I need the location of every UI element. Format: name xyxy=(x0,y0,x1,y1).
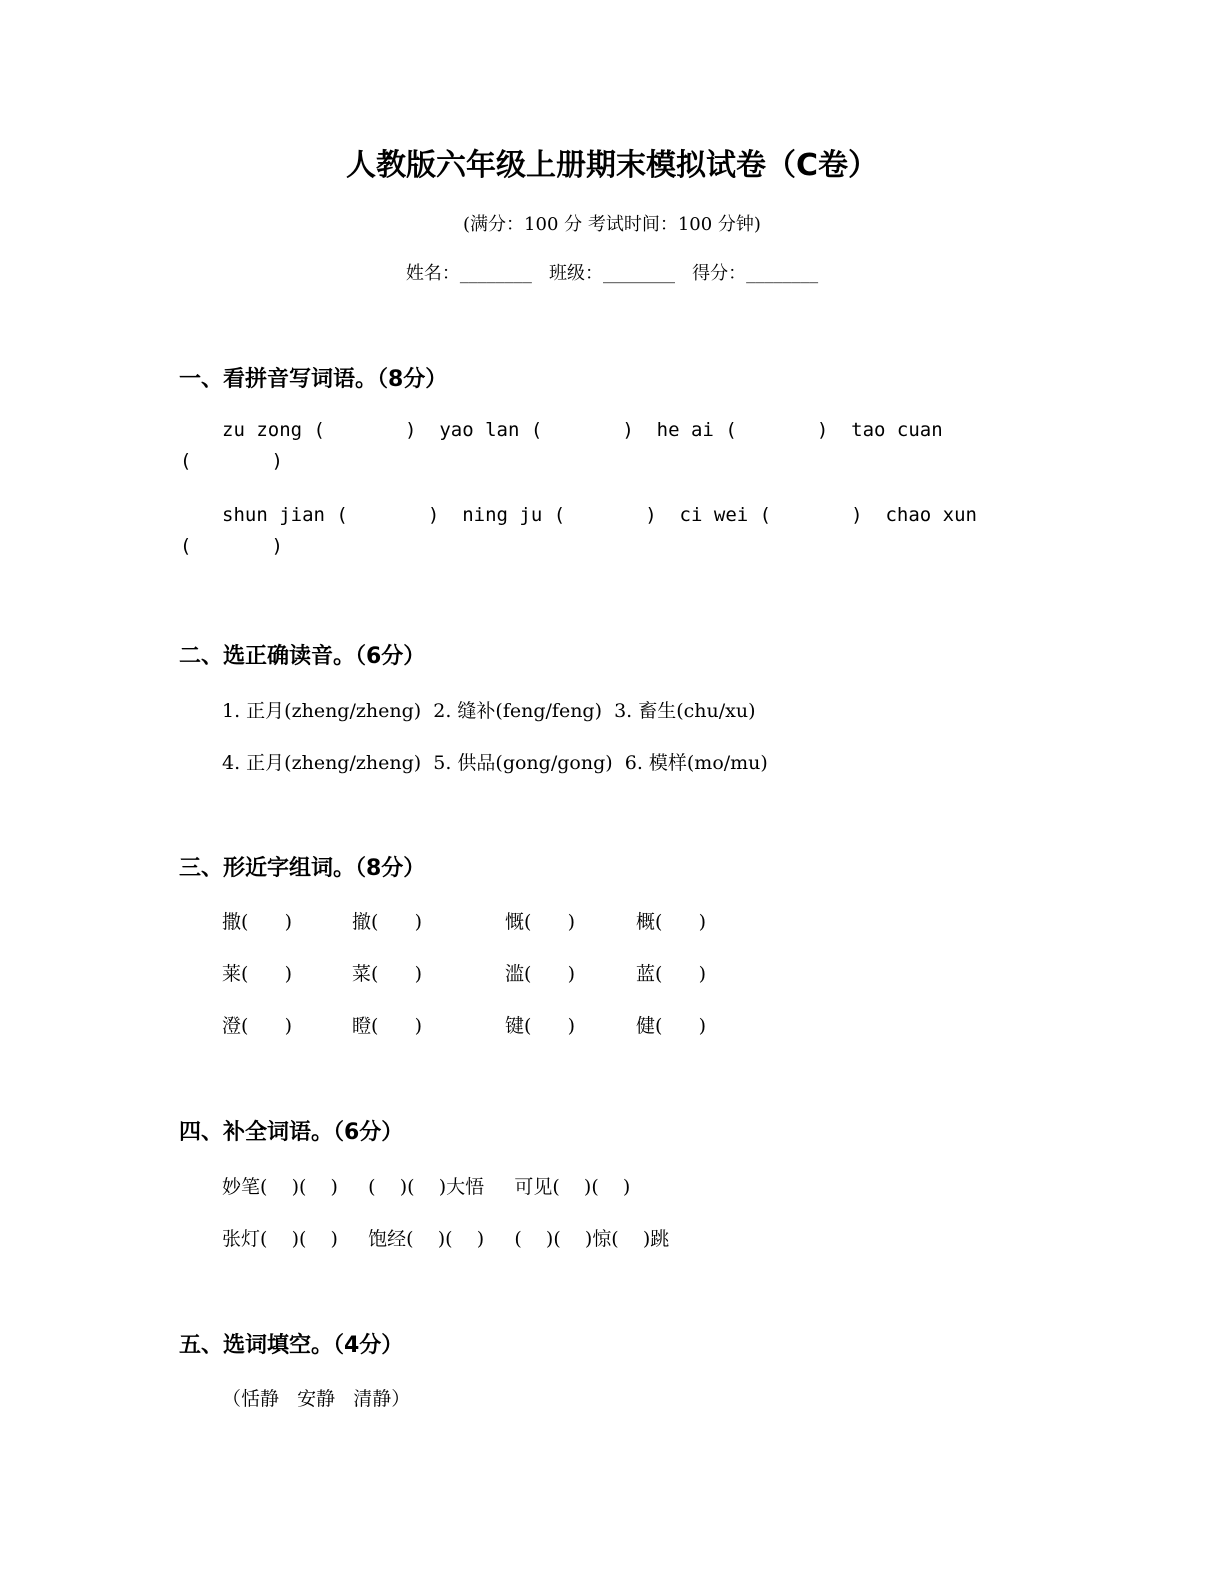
char-item: 概( ) xyxy=(636,911,707,933)
class-field: 班级：________ xyxy=(549,263,693,284)
char-item: 莱( ) xyxy=(222,963,293,985)
student-info-row xyxy=(0,259,1224,285)
name-field: 姓名：________ xyxy=(405,263,549,284)
section-4-heading: 四、补全词语。（6分） xyxy=(179,1120,404,1145)
score-field: 得分：________ xyxy=(692,263,819,284)
char-item: 澄( ) xyxy=(222,1015,293,1037)
pinyin-line-1: zu zong ( ) yao lan ( ) he ai ( ) tao cuan xyxy=(222,419,943,441)
section-5-heading: 五、选词填空。（4分） xyxy=(179,1333,404,1358)
pinyin-line-2: shun jian ( ) ning ju ( ) ci wei ( ) chao xun xyxy=(222,504,977,526)
exam-title: 人教版六年级上册期末模拟试卷（C卷） xyxy=(345,148,879,183)
char-item: 慨( ) xyxy=(505,911,576,933)
section-3-heading: 三、形近字组词。（8分） xyxy=(179,856,426,881)
exam-subtitle: (满分：100 分 考试时间：100 分钟) xyxy=(463,214,761,235)
pronunciation-line-1: 1. 正月(zheng/zheng) 2. 缝补(feng/feng) 3. 畜生(chu/xu) xyxy=(222,700,756,722)
char-item: 蓝( ) xyxy=(636,963,707,985)
char-item: 键( ) xyxy=(505,1015,576,1037)
char-item: 撒( ) xyxy=(222,911,293,933)
char-item: 菜( ) xyxy=(352,963,423,985)
char-item: 滥( ) xyxy=(505,963,576,985)
char-item: 健( ) xyxy=(636,1015,707,1037)
section-2-heading: 二、选正确读音。（6分） xyxy=(179,644,426,669)
word-options: （恬静 安静 清静） xyxy=(222,1388,411,1410)
idiom-line-1: 妙笔( )( ) ( )( )大悟 可见( )( ) xyxy=(222,1176,631,1198)
section-1-heading: 一、看拼音写词语。（8分） xyxy=(179,367,448,392)
pronunciation-line-2: 4. 正月(zheng/zheng) 5. 供品(gong/gong) 6. 模样(mo/mu) xyxy=(222,752,768,774)
pinyin-line-1-wrap: ( ) xyxy=(180,450,283,472)
char-item: 撤( ) xyxy=(352,911,423,933)
idiom-line-2: 张灯( )( ) 饱经( )( ) ( )( )惊( )跳 xyxy=(222,1228,670,1250)
char-item: 瞪( ) xyxy=(352,1015,423,1037)
pinyin-line-2-wrap: ( ) xyxy=(180,535,283,557)
